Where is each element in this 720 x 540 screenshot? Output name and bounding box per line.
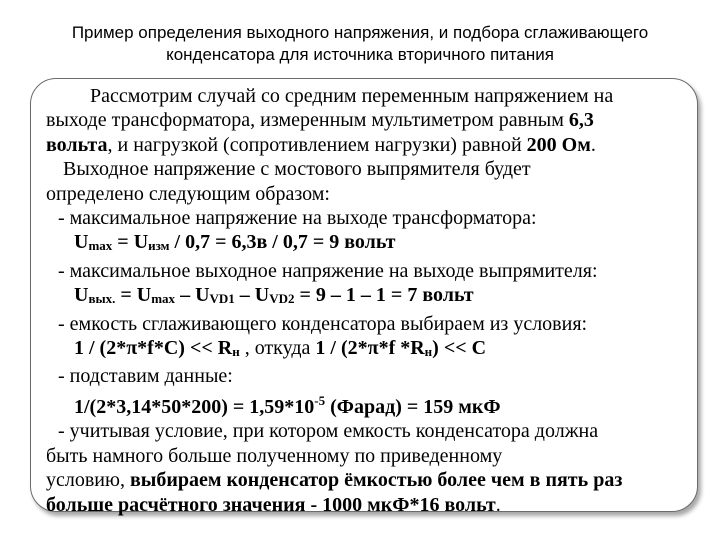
paragraph-1-line-2: выходе трансформатора, измеренным мультиметром равным 6,3 <box>46 109 594 132</box>
voltage-value: 6,3 <box>568 109 594 132</box>
title-line-1: Пример определения выходного напряжения, и подбора сглаживающего <box>71 23 649 42</box>
formula-4: $1/(2*3,14*50*200) = 1,59*10^{-5}$ (Фарад) = 159 мкФ <box>74 392 501 418</box>
paragraph-1-line-1: Рассмотрим случай со средним переменным напряжением на <box>90 85 614 107</box>
conclusion-bold-1: выбираем конденсатор ёмкостью более чем в пять раз <box>129 469 623 492</box>
list-item-5-line-4: больше расчётного значения - 1000 мкФ*16 вольт. <box>46 493 501 516</box>
list-item-5-line-1: - учитывая условие, при котором емкость конденсатора должна <box>58 420 599 443</box>
list-item-2: - максимальное выходное напряжение на выходе выпрямителя: <box>58 259 598 282</box>
formula-2: Uвых. = Umax – UVD1 – UVD2 = 9 – 1 – 1 = 7 вольт <box>74 284 474 307</box>
formula-3: 1 / (2*π*f*C) << Rн , откуда 1 / (2*π*f *Rн) << C <box>74 337 487 360</box>
list-item-1: - максимальное напряжение на выходе трансформатора: <box>58 207 537 230</box>
conclusion-bold-2: больше расчётного значения - 1000 мкФ*16 вольт <box>46 493 496 516</box>
slide-title <box>20 22 700 66</box>
list-item-5-line-3: условию, выбираем конденсатор ёмкостью более чем в пять раз <box>46 469 623 492</box>
load-value: 200 Ом <box>526 133 591 156</box>
list-item-3: - емкость сглаживающего конденсатора выбираем из условия: <box>58 312 588 335</box>
list-item-4: - подставим данные: <box>58 365 233 388</box>
paragraph-1-line-3: вольта, и нагрузкой (сопротивлением нагрузки) равной 200 Ом. <box>46 133 596 156</box>
paragraph-2-line-2: определено следующим образом: <box>46 182 330 205</box>
title-line-2: конденсатора для источника вторичного питания <box>166 45 554 64</box>
list-item-5-line-2: быть намного больше полученному по приведенному <box>46 444 503 467</box>
formula-1: Umax = Uизм / 0,7 = 6,3в / 0,7 = 9 вольт <box>74 231 396 254</box>
paragraph-2-line-1: Выходное напряжение с мостового выпрямителя будет <box>63 158 531 181</box>
content-text <box>46 84 696 517</box>
voltage-unit: вольта <box>46 133 108 156</box>
